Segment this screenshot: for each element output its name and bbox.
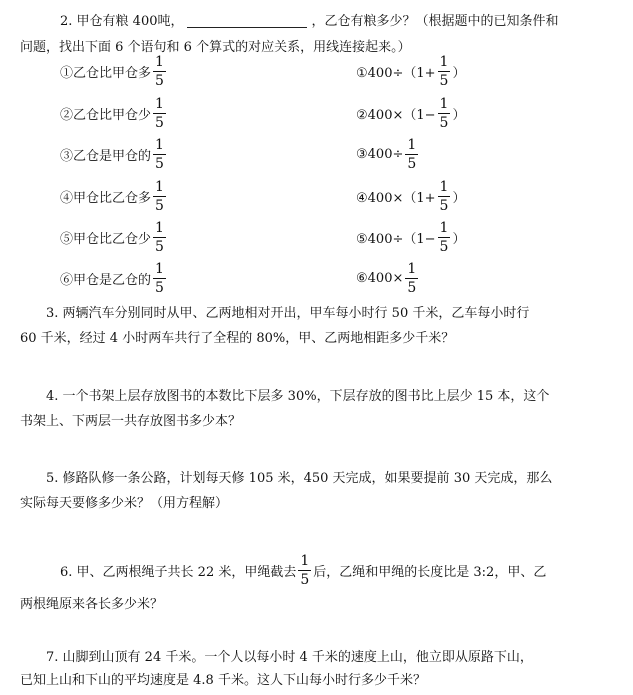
q2-statement-fraction <box>153 180 166 213</box>
q2-formula-post: ） <box>452 108 466 123</box>
q2-frac-den: 5 <box>155 239 164 255</box>
q2-frac-den: 5 <box>407 156 417 172</box>
q2-formula[interactable] <box>356 180 465 213</box>
q6-frac-num: 1 <box>300 553 310 569</box>
q2-statement[interactable] <box>60 221 168 254</box>
q2-formula-post: ） <box>452 191 466 206</box>
q2-statement-text: ②乙仓比甲仓少 <box>60 108 152 123</box>
q6-line2: 两根绳原来各长多少米？ <box>20 597 164 612</box>
q3-line1: 3. 两辆汽车分别同时从甲、乙两地相对开出，甲车每小时行 50 千米，乙车每小时行 <box>46 306 530 321</box>
q2-frac-den: 5 <box>155 115 164 131</box>
q2-formula-fraction <box>438 97 451 130</box>
q6-line1 <box>60 554 546 587</box>
q2-line2: 问题，找出下面 6 个语句和 6 个算式的对应关系，用线连接起来。） <box>20 40 411 55</box>
q2-answer-blank[interactable] <box>187 13 307 28</box>
q6-fraction <box>298 554 311 587</box>
q2-frac-den: 5 <box>155 73 164 89</box>
q6-frac-den: 5 <box>300 572 310 588</box>
q5-line1: 5. 修路队修一条公路，计划每天修 105 米，450 天完成，如果要提前 30 天完成，那么 <box>46 471 553 486</box>
q2-statement[interactable] <box>60 180 168 213</box>
q2-formula[interactable] <box>356 262 420 295</box>
q6-line1-post: 后，乙绳和甲绳的长度比是 3:2，甲、乙 <box>313 565 547 580</box>
q2-formula[interactable] <box>356 97 465 130</box>
q2-statement-text: ③乙仓是甲仓的 <box>60 149 152 164</box>
q2-frac-num: 1 <box>407 137 417 153</box>
q2-formula-fraction <box>438 180 451 213</box>
q2-formula[interactable] <box>356 138 420 171</box>
q2-statement-text: ⑤甲仓比乙仓少 <box>60 232 152 247</box>
q2-statement-fraction <box>153 55 166 88</box>
q2-statement[interactable] <box>60 97 168 130</box>
q2-frac-num: 1 <box>155 137 164 153</box>
q2-formula-pre: ②400×（1− <box>356 108 436 123</box>
q2-formula-pre: ④400×（1+ <box>356 191 436 206</box>
q2-frac-num: 1 <box>439 96 449 112</box>
q2-frac-num: 1 <box>155 261 164 277</box>
q2-statement-fraction <box>153 262 166 295</box>
q3-line2: 60 千米，经过 4 小时两车共行了全程的 80%，甲、乙两地相距多少千米？ <box>20 331 455 346</box>
q4-line2: 书架上、下两层一共存放图书多少本？ <box>20 414 242 429</box>
q2-statement-fraction <box>153 221 166 254</box>
q2-frac-den: 5 <box>155 198 164 214</box>
q7-line2: 已知上山和下山的平均速度是 4.8 千米。这人下山每小时行多少千米？ <box>20 673 426 688</box>
q2-formula-post: ） <box>452 66 466 81</box>
q2-formula-pre: ⑥400× <box>356 271 404 286</box>
q2-formula-fraction <box>438 221 451 254</box>
q2-statement[interactable] <box>60 262 168 295</box>
q2-frac-den: 5 <box>439 73 449 89</box>
q2-frac-num: 1 <box>155 220 164 236</box>
q2-formula-fraction <box>405 138 418 171</box>
q2-statement-fraction <box>153 138 166 171</box>
q2-line1-pre: 2. 甲仓有粮 400吨， <box>60 14 184 29</box>
q2-line1-post: ，乙仓有粮多少？（根据题中的已知条件和 <box>311 14 559 29</box>
q2-frac-num: 1 <box>439 220 449 236</box>
q2-frac-den: 5 <box>155 156 164 172</box>
q2-frac-den: 5 <box>439 115 449 131</box>
q2-statement-text: ①乙仓比甲仓多 <box>60 66 152 81</box>
q5-line2: 实际每天要修多少米？（用方程解） <box>20 496 229 511</box>
q4-line1: 4. 一个书架上层存放图书的本数比下层多 30%，下层存放的图书比上层少 15 本，这个 <box>46 389 550 404</box>
q2-frac-den: 5 <box>439 239 449 255</box>
q2-statement-fraction <box>153 97 166 130</box>
q2-formula-pre: ①400÷（1+ <box>356 66 436 81</box>
q2-frac-num: 1 <box>155 179 164 195</box>
q2-formula-fraction <box>405 262 418 295</box>
q2-frac-den: 5 <box>407 280 417 296</box>
q2-formula[interactable] <box>356 55 465 88</box>
q2-frac-num: 1 <box>439 54 449 70</box>
q6-line1-pre: 6. 甲、乙两根绳子共长 22 米，甲绳截去 <box>60 565 297 580</box>
q2-formula[interactable] <box>356 221 465 254</box>
q2-formula-pre: ③400÷ <box>356 147 404 162</box>
q2-line1 <box>60 10 559 29</box>
q2-statement[interactable] <box>60 55 168 88</box>
q2-frac-num: 1 <box>407 261 417 277</box>
q2-formula-post: ） <box>452 232 466 247</box>
q2-statement-text: ⑥甲仓是乙仓的 <box>60 273 152 288</box>
q2-frac-den: 5 <box>439 198 449 214</box>
q2-frac-num: 1 <box>155 54 164 70</box>
q2-formula-pre: ⑤400÷（1− <box>356 232 436 247</box>
q2-formula-fraction <box>438 55 451 88</box>
q2-frac-num: 1 <box>439 179 449 195</box>
q2-statement[interactable] <box>60 138 168 171</box>
q2-statement-text: ④甲仓比乙仓多 <box>60 191 152 206</box>
q2-frac-num: 1 <box>155 96 164 112</box>
q7-line1: 7. 山脚到山顶有 24 千米。一个人以每小时 4 千米的速度上山，他立即从原路下山， <box>46 650 533 665</box>
q2-frac-den: 5 <box>155 280 164 296</box>
